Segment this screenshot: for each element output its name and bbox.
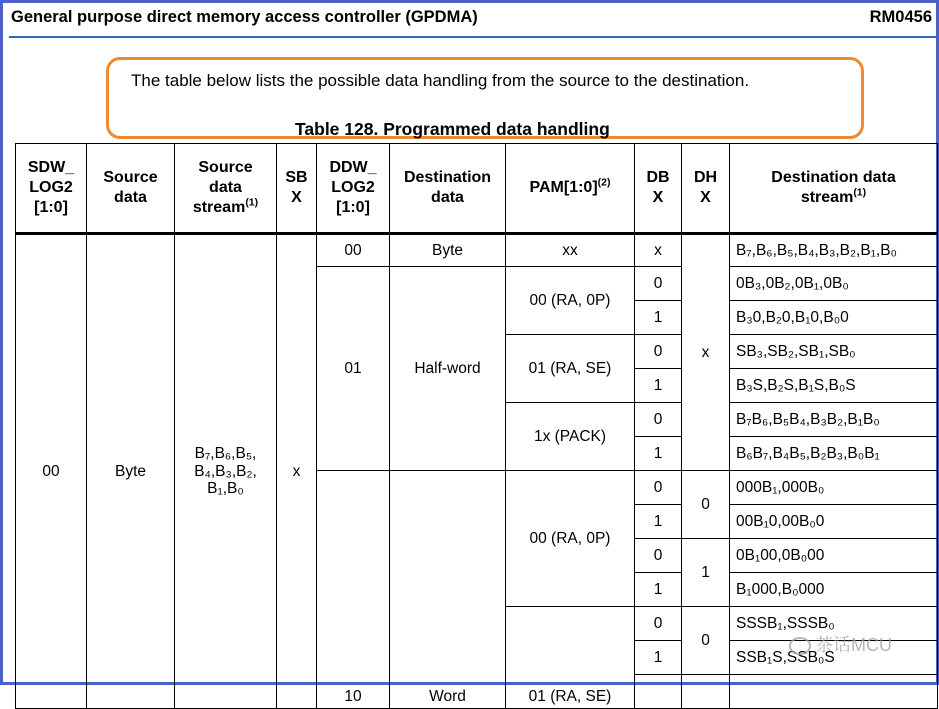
dhx-cell: 0 [682, 607, 730, 675]
col-dhx: DH X [682, 144, 730, 234]
watermark: 茶话MCU [789, 631, 892, 657]
ddw-cell: 10 [317, 471, 390, 709]
dest-stream-cell: 000B₁,000B₀ [730, 471, 938, 505]
dest-data-cell: Byte [390, 234, 506, 267]
dbx-cell: 1 [635, 505, 682, 539]
col-source-stream: Source data stream$^{(1)}$ [175, 144, 277, 234]
header-rule [9, 36, 936, 38]
dest-stream-cell: B₁000,B₀000 [730, 573, 938, 607]
dbx-cell: 0 [635, 267, 682, 301]
pam-cell: 1x (PACK) [506, 403, 635, 471]
dbx-cell [635, 675, 682, 709]
source-stream-cell: B₇,B₆,B₅, B₄,B₃,B₂, B₁,B₀ [175, 234, 277, 709]
dhx-cell: 0 [682, 471, 730, 539]
col-dbx: DB X [635, 144, 682, 234]
pam-cell: 01 (RA, SE) [506, 607, 635, 709]
dbx-cell: x [635, 234, 682, 267]
dest-stream-cell: SSSB₁,SSSB₀ [730, 607, 938, 641]
document-id: RM0456 [869, 8, 932, 26]
data-handling-table [15, 143, 938, 709]
col-sdw: SDW_ LOG2 [1:0] [16, 144, 87, 234]
dbx-cell: 0 [635, 335, 682, 369]
section-title: General purpose direct memory access controller (GPDMA) [11, 8, 478, 26]
pam-cell: 00 (RA, 0P) [506, 267, 635, 335]
dest-stream-cell: B₇,B₆,B₅,B₄,B₃,B₂,B₁,B₀ [730, 234, 938, 267]
intro-text: The table below lists the possible data handling from the source to the destination. [131, 71, 750, 90]
ddw-cell: 00 [317, 234, 390, 267]
col-dest-data: Destination data [390, 144, 506, 234]
dbx-cell: 0 [635, 471, 682, 505]
col-ddw: DDW_ LOG2 [1:0] [317, 144, 390, 234]
dest-stream-cell: B₃S,B₂S,B₁S,B₀S [730, 369, 938, 403]
dest-stream-cell: B₃0,B₂0,B₁0,B₀0 [730, 301, 938, 335]
source-data-cell: Byte [87, 234, 175, 709]
dhx-cell: x [682, 234, 730, 471]
dest-stream-cell: B₇B₆,B₅B₄,B₃B₂,B₁B₀ [730, 403, 938, 437]
dest-stream-cell: 0B₃,0B₂,0B₁,0B₀ [730, 267, 938, 301]
sbx-cell: x [277, 234, 317, 709]
dhx-cell [682, 675, 730, 709]
dest-data-cell: Word [390, 471, 506, 709]
col-dest-stream: Destination data stream$^{(1)}$ [730, 144, 938, 234]
dbx-cell: 1 [635, 437, 682, 471]
table-row [16, 234, 938, 267]
dest-stream-cell: 0B₁00,0B₀00 [730, 539, 938, 573]
dbx-cell: 1 [635, 301, 682, 335]
table-caption: Table 128. Programmed data handling [295, 119, 610, 139]
sdw-cell: 00 [16, 234, 87, 709]
wechat-icon [789, 637, 811, 655]
pam-cell: 01 (RA, SE) [506, 335, 635, 403]
dbx-cell: 0 [635, 403, 682, 437]
dest-stream-cell: 00B₁0,00B₀0 [730, 505, 938, 539]
dest-stream-cell: SB₃,SB₂,SB₁,SB₀ [730, 335, 938, 369]
pam-cell: 00 (RA, 0P) [506, 471, 635, 607]
col-pam: PAM[1:0]$^{(2)}$ [506, 144, 635, 234]
dbx-cell: 0 [635, 607, 682, 641]
dbx-cell: 1 [635, 641, 682, 675]
ddw-cell: 01 [317, 267, 390, 471]
col-source-data: Source data [87, 144, 175, 234]
dbx-cell: 1 [635, 369, 682, 403]
dest-stream-cell: B₆B₇,B₄B₅,B₂B₃,B₀B₁ [730, 437, 938, 471]
dbx-cell: 1 [635, 573, 682, 607]
col-sbx: SB X [277, 144, 317, 234]
dhx-cell: 1 [682, 539, 730, 607]
dest-stream-cell [730, 675, 938, 709]
dest-data-cell: Half-word [390, 267, 506, 471]
pam-cell: xx [506, 234, 635, 267]
dbx-cell: 0 [635, 539, 682, 573]
dest-stream-cell: SSB₁S,SSB₀S [730, 641, 938, 675]
